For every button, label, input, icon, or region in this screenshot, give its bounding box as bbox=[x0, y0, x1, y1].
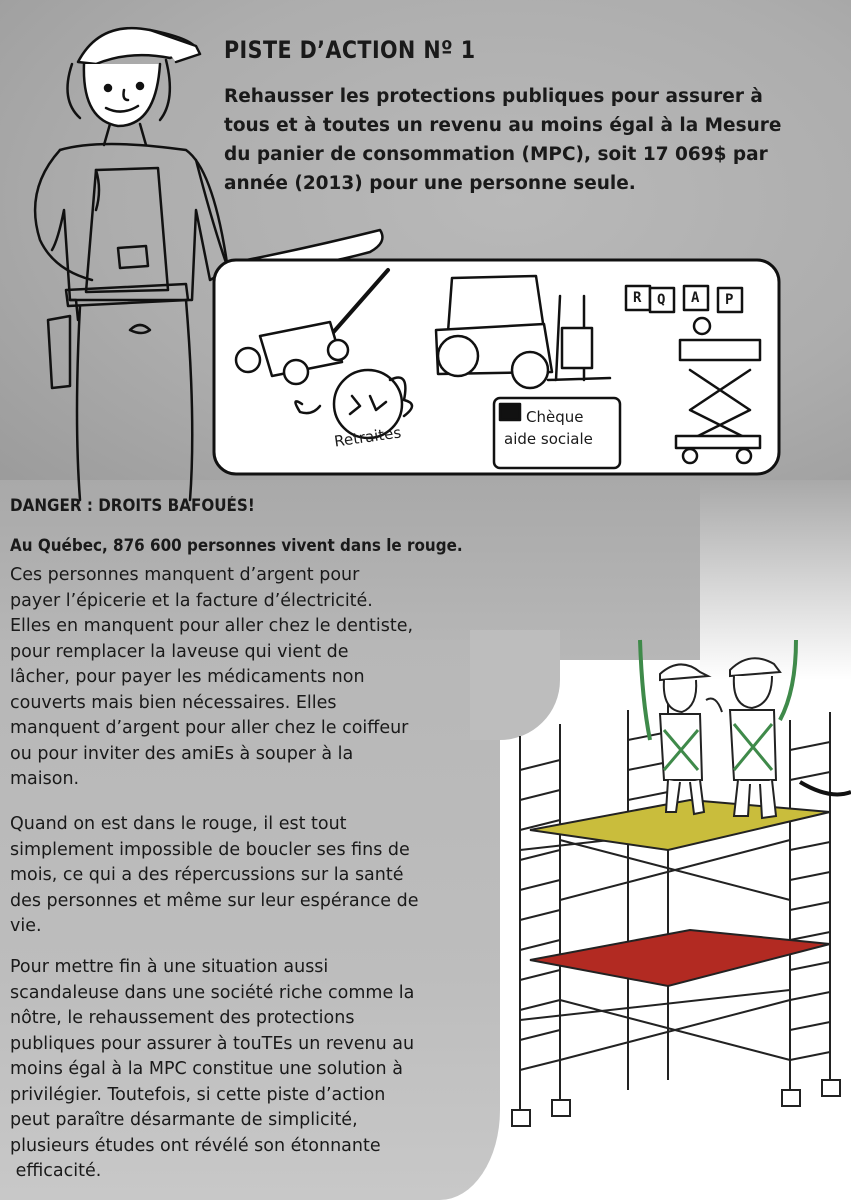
paragraph-line: des personnes et même sur leur espérance de bbox=[10, 890, 419, 911]
danger-title: DANGER : DROITS BAFOUÉS! bbox=[10, 496, 255, 515]
intro-line: année (2013) pour une personne seule. bbox=[224, 173, 636, 194]
intro-line: du panier de consommation (MPC), soit 17 069$ par bbox=[224, 144, 768, 165]
paragraph-line: nôtre, le rehaussement des protections bbox=[10, 1008, 355, 1028]
scaffold-platform-bottom bbox=[530, 930, 830, 986]
paragraph-2 bbox=[10, 812, 500, 940]
scaffold-worker-left bbox=[660, 664, 708, 814]
paragraph-line: privilégier. Toutefois, si cette piste d’action bbox=[10, 1084, 386, 1105]
intro-line: tous et à toutes un revenu au moins égal à la Mesure bbox=[224, 115, 782, 136]
intro-line: Rehausser les protections publiques pour assurer à bbox=[224, 86, 763, 107]
mannequin-label: Retraites bbox=[333, 423, 403, 451]
cheque-label-line: Chèque bbox=[526, 408, 584, 426]
paragraph-line: manquent d’argent pour aller chez le coiffeur bbox=[10, 718, 409, 738]
scaffold-platform-top bbox=[530, 800, 830, 850]
lead-sentence: Au Québec, 876 600 personnes vivent dans le rouge. bbox=[10, 536, 463, 555]
paragraph-line: Pour mettre fin à une situation aussi bbox=[10, 957, 329, 977]
block-letter: A bbox=[691, 290, 700, 306]
paragraph-line: pour remplacer la laveuse qui vient de bbox=[10, 641, 349, 662]
block-letter: Q bbox=[657, 292, 666, 308]
paragraph-line: maison. bbox=[10, 769, 80, 789]
paragraph-line: vie. bbox=[10, 916, 42, 936]
paragraph-1 bbox=[10, 563, 490, 793]
paragraph-line: lâcher, pour payer les médicaments non bbox=[10, 667, 365, 687]
page-heading: PISTE D’ACTION Nº 1 bbox=[224, 36, 476, 64]
paragraph-line: plusieurs études ont révélé son étonnante bbox=[10, 1135, 381, 1156]
paragraph-line: simplement impossible de boucler ses fins de bbox=[10, 839, 410, 860]
paragraph-line: scandaleuse dans une société riche comme la bbox=[10, 982, 415, 1003]
intro-text bbox=[224, 82, 824, 198]
cheque-label bbox=[504, 406, 593, 450]
paragraph-3 bbox=[10, 955, 500, 1185]
paragraph-line: moins égal à la MPC constitue une solution à bbox=[10, 1059, 403, 1079]
paragraph-line: peut paraître désarmante de simplicité, bbox=[10, 1110, 358, 1130]
paragraph-line: mois, ce qui a des répercussions sur la santé bbox=[10, 865, 404, 885]
block-letter: P bbox=[725, 292, 734, 308]
paragraph-line: payer l’épicerie et la facture d’électricité. bbox=[10, 590, 373, 611]
scaffold-worker-right bbox=[706, 658, 780, 818]
paragraph-line: efficacité. bbox=[10, 1161, 102, 1181]
paragraph-line: Ces personnes manquent d’argent pour bbox=[10, 565, 360, 585]
paragraph-line: couverts mais bien nécessaires. Elles bbox=[10, 692, 337, 713]
paragraph-line: publiques pour assurer à touTEs un revenu au bbox=[10, 1033, 415, 1054]
paragraph-line: Quand on est dans le rouge, il est tout bbox=[10, 814, 347, 834]
cheque-label-line: aide sociale bbox=[504, 430, 593, 448]
paragraph-line: Elles en manquent pour aller chez le dentiste, bbox=[10, 616, 414, 636]
paragraph-line: ou pour inviter des amiEs à souper à la bbox=[10, 743, 354, 764]
block-letter: R bbox=[633, 290, 642, 306]
